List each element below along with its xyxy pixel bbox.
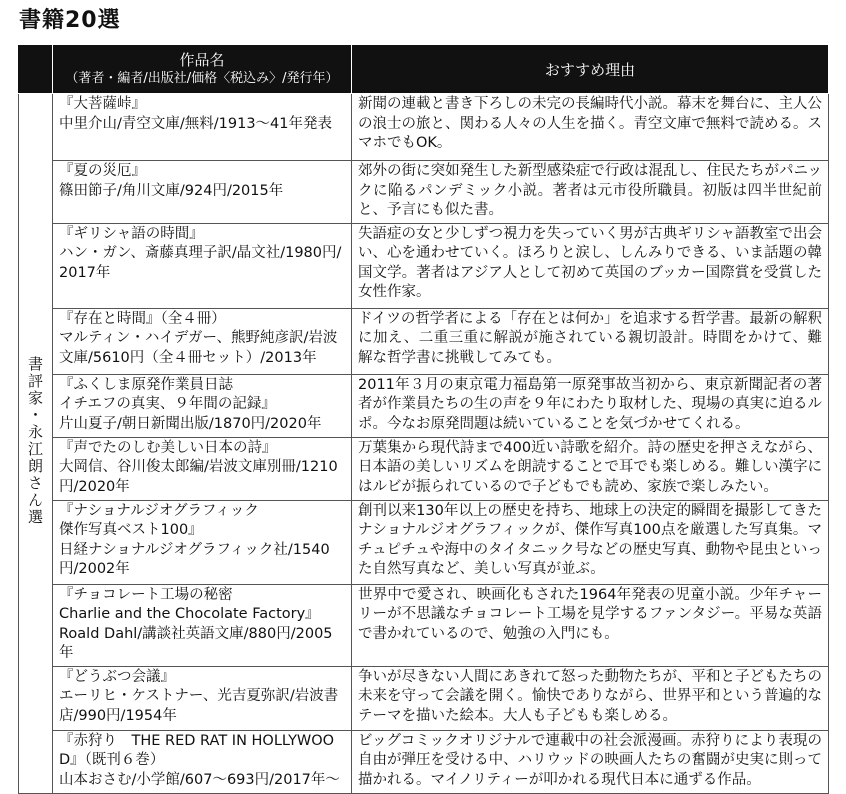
- work-title: 『チョコレート工場の秘密: [59, 586, 233, 603]
- table-row: [19, 666, 829, 730]
- work-cell: [53, 666, 352, 730]
- reason-cell: ドイツの哲学者による「存在とは何か」を追求する哲学書。最新の解釈に加え、二重三重に解説が施されている親切設計。時間をかけて、難解な哲学書に挑戦してみても。: [352, 308, 829, 374]
- work-title: 『ナショナルジオグラフィック: [59, 502, 259, 519]
- work-cell: [53, 161, 352, 224]
- work-title-line2: イチエフの真実、９年間の記録』: [59, 396, 276, 412]
- page-title: 書籍20選: [19, 8, 121, 33]
- header-work-title: 作品名: [179, 51, 225, 69]
- table-row: [19, 374, 829, 437]
- work-cell: [53, 374, 352, 437]
- work-title: 『夏の災厄』: [59, 163, 146, 179]
- table-row: [19, 500, 829, 584]
- table-row: [19, 437, 829, 500]
- work-title-line2: Charlie and the Chocolate Factory』: [59, 606, 320, 622]
- work-cell: [53, 308, 352, 374]
- header-row: [19, 45, 829, 94]
- work-info: エーリヒ・ケストナー、光吉夏弥訳/岩波書店/990円/1954年: [59, 688, 339, 724]
- work-info: マルティン・ハイデガー、熊野純彦訳/岩波文庫/5610円（全４冊セット）/2013年: [59, 330, 338, 366]
- work-cell: [53, 584, 352, 666]
- work-info: 篠田節子/角川文庫/924円/2015年: [59, 182, 284, 199]
- reason-cell: 失語症の女と少しずつ視力を失っていく男が古典ギリシャ語教室で出会い、心を通わせていく。ほろりと涙し、しんみりできる、いま話題の韓国文学。著者はアジア人として初めて英国のブッカー国際賞を受賞した女性作家。: [352, 223, 829, 308]
- work-cell: [53, 500, 352, 584]
- work-info: 日経ナショナルジオグラフィック社/1540円/2002年: [59, 541, 330, 577]
- reason-cell: 創刊以来130年以上の歴史を持ち、地球上の決定的瞬間を撮影してきたナショナルジオグラフィックが、傑作写真100点を厳選した写真集。マチュピチュや海中のタイタニック号などの歴史写真、動物や昆虫といった自然写真など、美しい写真が並ぶ。: [352, 500, 829, 584]
- reason-cell: 世界中で愛され、映画化もされた1964年発表の児童小説。少年チャーリーが不思議なチョコレート工場を見学するファンタジー。平易な英語で書かれているので、勉強の入門にも。: [352, 584, 829, 666]
- table-row: [19, 584, 829, 666]
- table-row: [19, 730, 829, 793]
- table-row: [19, 161, 829, 224]
- reason-cell: 2011年３月の東京電力福島第一原発事故当初から、東京新聞記者の著者が作業員たちの生の声を９年にわたり取材した、現場の真実に迫るルポ。今なお原発問題は続いていることを気づかせてくれる。: [352, 374, 829, 437]
- books-table: [18, 44, 829, 794]
- work-title: 『赤狩り THE RED RAT IN HOLLYWOOD』（既刊６巻）: [59, 732, 335, 768]
- work-info: 山本おさむ/小学館/607～693円/2017年～: [59, 771, 340, 788]
- work-cell: [53, 94, 352, 161]
- reason-cell: 万葉集から現代詩まで400近い詩歌を紹介。詩の歴史を押さえながら、日本語の美しいリズムを朗読することで耳でも楽しめる。難しい漢字にはルビが振られているので子どもでも読め、家族で楽しみたい。: [352, 437, 829, 500]
- header-reason: [352, 45, 829, 94]
- work-title: 『大菩薩峠』: [59, 96, 146, 112]
- reason-cell: ビッグコミックオリジナルで連載中の社会派漫画。赤狩りにより表現の自由が弾圧を受ける中、ハリウッドの映画人たちの奮闘が史実に則って描かれる。マイノリティーが叩かれる現代日本に通ずる作品。: [352, 730, 829, 793]
- work-title: 『ギリシャ語の時間』: [59, 225, 204, 242]
- reason-cell: 新聞の連載と書き下ろしの未完の長編時代小説。幕末を舞台に、主人公の浪士の旅と、関わる人々の人生を描く。青空文庫で無料で読める。スマホでもOK。: [352, 94, 829, 161]
- work-info: 中里介山/青空文庫/無料/1913～41年発表: [59, 115, 333, 132]
- work-title-line2: 傑作写真ベスト100』: [59, 522, 203, 538]
- table-row: [19, 223, 829, 308]
- work-title: 『ふくしま原発作業員日誌: [59, 376, 233, 393]
- work-title: 『声でたのしむ美しい日本の詩』: [59, 439, 277, 456]
- header-blank: [19, 45, 53, 94]
- work-info: ハン・ガン、斎藤真理子訳/晶文社/1980円/2017年: [59, 245, 342, 281]
- work-cell: [53, 437, 352, 500]
- work-cell: [53, 223, 352, 308]
- work-title: 『どうぶつ会議』: [59, 668, 175, 685]
- work-title: 『存在と時間』（全４冊）: [59, 310, 226, 327]
- header-work-sub: （著者・編者/出版社/価格〈税込み〉/発行年）: [65, 71, 339, 86]
- header-work: [53, 45, 352, 94]
- table-row: [19, 308, 829, 374]
- table-row: [19, 94, 829, 161]
- selector-label: 書評家・永江朗さん選: [26, 356, 44, 527]
- work-info: 片山夏子/朝日新聞出版/1870円/2020年: [59, 415, 322, 432]
- work-info: 大岡信、谷川俊太郎編/岩波文庫別冊/1210円/2020年: [59, 459, 338, 495]
- reason-cell: 郊外の街に突如発生した新型感染症で行政は混乱し、住民たちがパニックに陥るパンデミック小説。著者は元市役所職員。初版は四半世紀前と、予言にも似た書。: [352, 161, 829, 224]
- header-reason-label: おすすめ理由: [544, 60, 636, 79]
- reason-cell: 争いが尽きない人間にあきれて怒った動物たちが、平和と子どもたちの未来を守って会議を開く。愉快でありながら、世界平和という普遍的なテーマを描いた絵本。大人も子どもも楽しめる。: [352, 666, 829, 730]
- work-info: Roald Dahl/講談社英語文庫/880円/2005年: [59, 625, 333, 661]
- selector-cell: [19, 94, 53, 794]
- work-cell: [53, 730, 352, 793]
